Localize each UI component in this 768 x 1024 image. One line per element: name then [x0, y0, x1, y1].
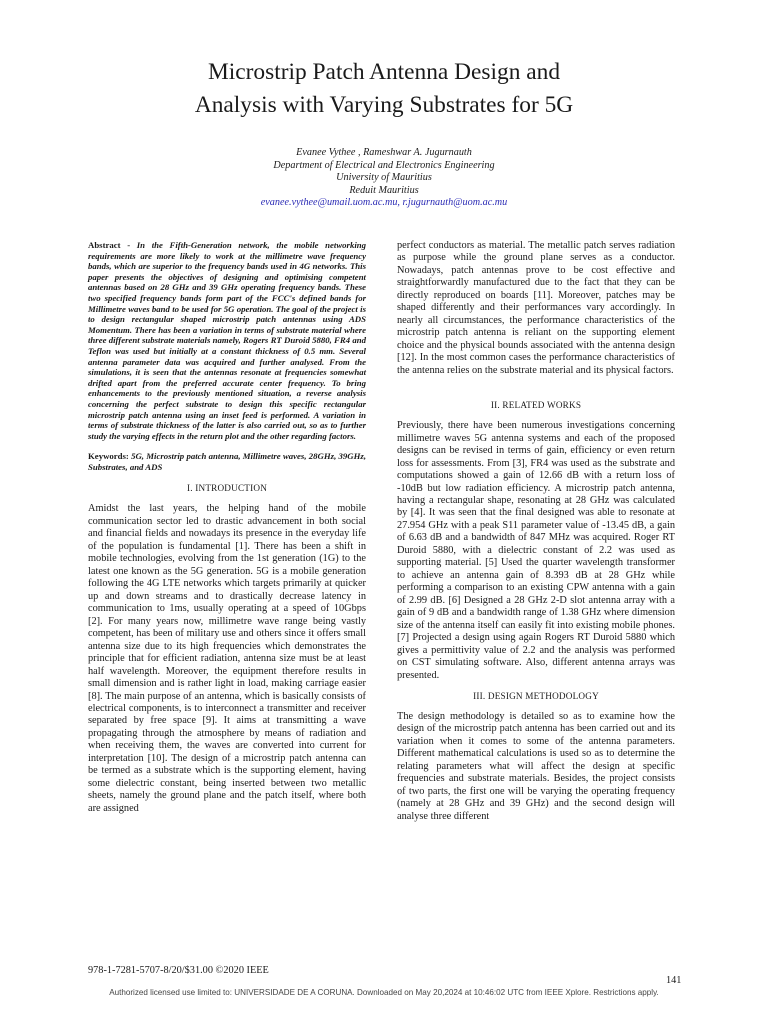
- author-location: Reduit Mauritius: [349, 184, 419, 196]
- author-university: University of Mauritius: [336, 172, 432, 184]
- author-department: Department of Electrical and Electronics Engineering: [273, 159, 495, 171]
- section-spacer: [397, 377, 675, 391]
- abstract-text: In the Fifth-Generation network, the mobile networking requirements are more likely to work at the millimetre wave frequency bands, which are superior to the frequency bands used in 4G networks. This paper presents the objectives of designing and optimising competent antennas based on 28 GHz and 39 GHz operating frequency bands. These two specified frequency bands form part of the FCC's defined bands for Millimetre waves band to be used for 5G operation. The goal of the project is to design rectangular shaped microstrip patch antennas using ADS Momentum. There has been a variation in terms of substrate material where three different substrate materials namely, Rogers RT Duroid 5880, FR4 and Teflon was used but initially at a constant thickness of 0.5 mm. Several antenna parameter data was acquired and further analysed. From the simulations, it is seen that the antennas resonate at frequencies somewhat drifted apart from the preferred accurate center frequency. To bring enhancements to the previously mentioned situation, a reverse analysis concerning the perfect substrate to design this specific rectangular microstrip patch antenna using an inset feed is performed. A variation in terms of substrate thickness of the latter is also carried out, so as to further study the varying effects in the return plot and the other regarding factors.: [88, 240, 367, 441]
- related-works-paragraph: Previously, there have been numerous investigations concerning millimetre waves 5G antenna systems and each of the proposed designs can be revised in terms of gain, efficiency or even return loss for assessments. From [3], FR4 was used as the substrate and computations showed a gain of 12.66 dB with a return loss of -10dB but low radiation efficiency. A microstrip patch antenna, having a rectangular shape, resonating at 28 GHz was calculated by [4]. It was seen that the final designed was able to resonate at 27.954 GHz with a peak S11 parameter value of -13.45 dB, a gain of 6.63 dB and a bandwidth of 847 MHz was acquired. Roger RT Duroid 5880, with a dielectric constant of 2.2 was used as supporting material. [5] Used the quarter wavelength transformer to achieve an antenna gain of 8.393 dB at 28 GHz while performing a comparison to an existing CPW antenna with a gain of 2.99 dB. [6] Designed a 28 GHz 2-D slot antenna array with a gain of 9 dB and a bandwidth range of 1.38 GHz where dimension size of the antenna itself can easily fit into existing mobile phones. [7] Projected a design using again Rogers RT Duroid 5880 which gives a permittivity value of 2.2 and the analysis was performed on CST simulating software. Also, different antenna arrays was presented.: [397, 420, 675, 681]
- author-names: Evanee Vythee , Rameshwar A. Jugurnauth: [296, 147, 472, 158]
- title-line-1: Microstrip Patch Antenna Design and: [207, 59, 561, 85]
- paper-title: [84, 56, 684, 122]
- page-number: 141: [666, 975, 682, 986]
- section-heading-design-methodology: III. DESIGN METHODOLOGY: [473, 691, 599, 701]
- license-notice: Authorized licensed use limited to: UNIVERSIDADE DE A CORUNA. Downloaded on May 20,2024 at 10:46:02 UTC from IEEE Xplore. Restrictions apply.: [109, 988, 659, 997]
- introduction-continued-paragraph: perfect conductors as material. The metallic patch serves radiation as purpose while the ground plane serves as a conductor. Nowadays, patch antennas prove to be cost effective and straightforwardly manufactured due to the fact that they can be directly reproduced on boards [11]. Moreover, patches may be shaped differently and their performances vary accordingly. In nearly all circumstances, the performance characteristics of the microstrip patch antenna is reliant on the supporting element choice and the physical bounds associated with the antenna design [12]. In the most common cases the performance characteristics of the antenna relies on the substrate material and its physical factors.: [397, 240, 675, 376]
- footer-isbn: 978-1-7281-5707-8/20/$31.00 ©2020 IEEE: [88, 965, 269, 976]
- keywords: [88, 451, 366, 472]
- design-methodology-paragraph: The design methodology is detailed so as to examine how the design of the microstrip patch antenna has been carried out and its variation when it comes to some of the antenna parameters. Different mathematical calculations is used so as to determine the relating parameters what will affect the design at specific frequencies and substrate materials. Besides, the project consists of two parts, the first one will be varying the operating frequency (namely at 28 GHz and 39 GHz) and the second design will analyse three different: [397, 711, 675, 822]
- section-heading-related-works: II. RELATED WORKS: [490, 400, 582, 411]
- section-heading-introduction: I. INTRODUCTION: [186, 483, 268, 494]
- abstract-label: Abstract -: [88, 240, 131, 250]
- right-column: [397, 240, 675, 823]
- author-block: [184, 147, 584, 210]
- title-line-2: Analysis with Varying Substrates for 5G: [194, 92, 574, 118]
- author-emails: evanee.vythee@umail.uom.ac.mu, r.jugurnauth@uom.ac.mu: [260, 197, 508, 209]
- left-column: [88, 240, 366, 815]
- keywords-label: Keywords:: [88, 451, 129, 462]
- abstract: [88, 240, 366, 441]
- keywords-text: 5G, Microstrip patch antenna, Millimetre waves, 28GHz, 39GHz, Substrates, and ADS: [88, 451, 367, 472]
- introduction-paragraph: Amidst the last years, the helping hand of the mobile communication sector led to drastic advancement in both social and financial fields and nowadays its presence in the everyday life of the population is fundamental [1]. There has been a shift in mobile technologies, evolving from the 1st generation (1G) to the latest one known as the 5G generation. 5G is a mobile generation following the 4G LTE networks which targets primarily at quicker up and down streams and to drastically decrease latency in communication to 1ms, usually operating at a speed of 10Gbps [2]. For many years now, millimetre wave range being vastly competent, has been of military use and others since it offers small antenna size due to its high frequencies which demonstrates the principle that for efficient radiation, antenna size must be at least half wavelength. Moreover, the equipment therefore results in small dimension and is rather light in load, making carriage easier [8]. The main purpose of an antenna, which is basically consists of electrical components, is to interconnect a transmitter and receiver separated by free space [9]. It aims at transmitting a wave propagating through the atmosphere by means of radiation and when receiving them, the waves are converted into current for interpretation [10]. The design of a microstrip patch antenna can be termed as a substrate which is the supporting element, having some dielectric constant, being inserted between two metallic sheets, namely the ground plane and the patch itself, where both are assigned: [88, 503, 366, 814]
